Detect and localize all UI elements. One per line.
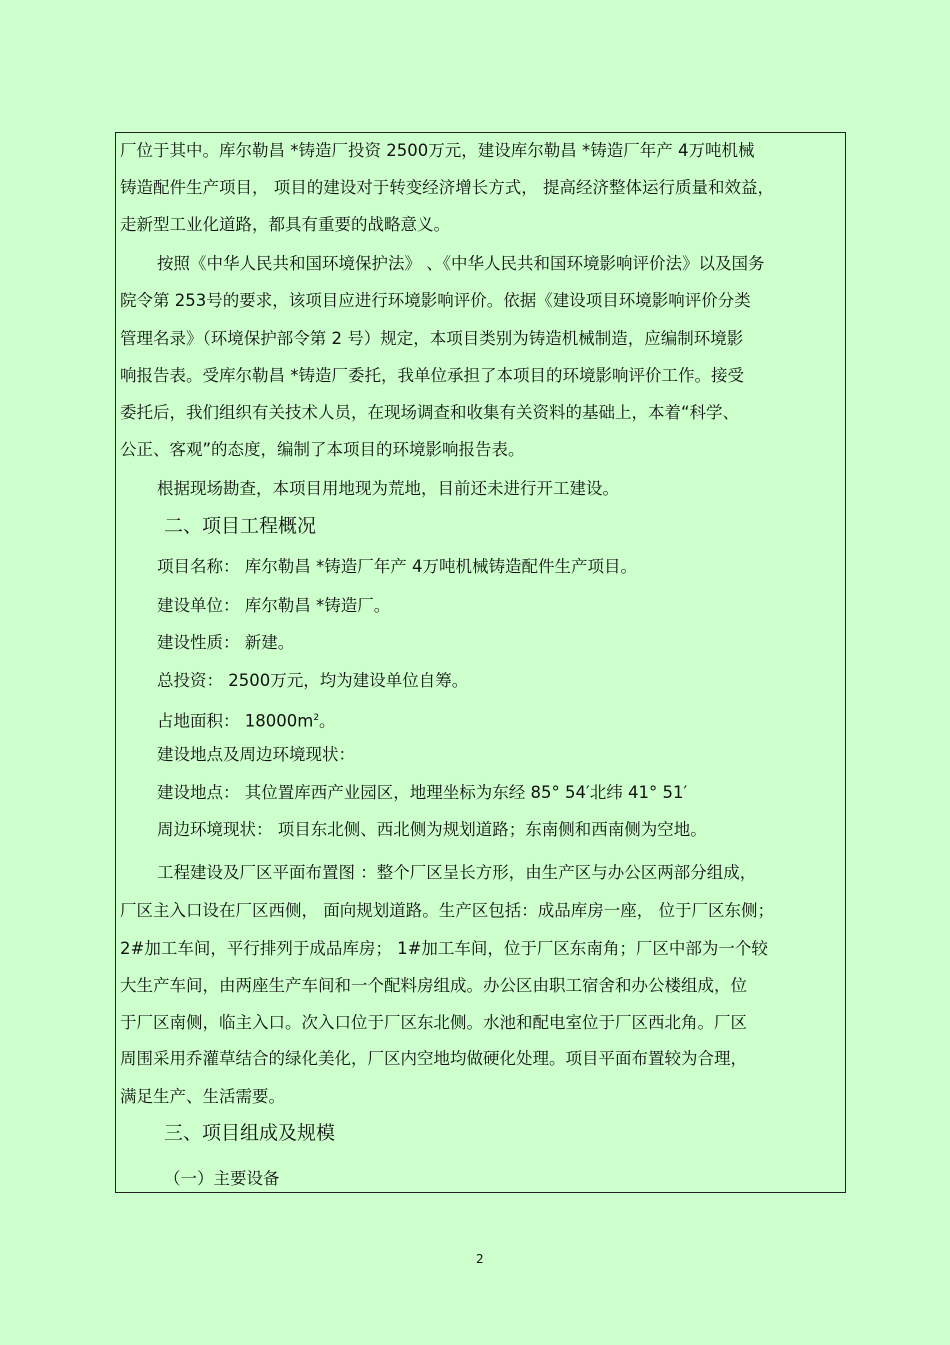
text-line: 根据现场勘查，本项目用地现为荒地，目前还未进行开工建设。	[157, 479, 619, 498]
text-line: 建设地点： 其位置库西产业园区，地理坐标为东经 85° 54′北纬 41° 51′	[157, 783, 688, 802]
text-line: 周边环境现状： 项目东北侧、西北侧为规划道路；东南侧和西南侧为空地。	[157, 820, 707, 839]
text-line: 管理名录》（环境保护部令第 2 号）规定，本项目类别为铸造机械制造，应编制环境影	[120, 329, 744, 348]
text-line: 2#加工车间，平行排列于成品库房； 1#加工车间，位于厂区东南角；厂区中部为一个较	[120, 939, 768, 958]
text-line: 按照《中华人民共和国环境保护法》 、《中华人民共和国环境影响评价法》以及国务	[157, 254, 765, 273]
section-heading: 三、项目组成及规模	[164, 1122, 336, 1144]
subsection-heading: （一）主要设备	[164, 1169, 280, 1188]
text-line	[157, 706, 336, 734]
text-line: 建设地点及周边环境现状：	[157, 745, 355, 764]
text-line: 大生产车间，由两座生产车间和一个配料房组成。办公区由职工宿舍和办公楼组成，位	[120, 976, 747, 995]
text-line: 委托后，我们组织有关技术人员，在现场调查和收集有关资料的基础上，本着“科学、	[120, 403, 740, 422]
text-line: 满足生产、生活需要。	[120, 1087, 285, 1106]
area-suffix: 。	[319, 711, 336, 731]
text-line: 建设性质： 新建。	[157, 633, 295, 652]
text-line: 响报告表。受库尔勒昌 *铸造厂委托，我单位承担了本项目的环境影响评价工作。接受	[120, 366, 744, 385]
text-line: 厂位于其中。库尔勒昌 *铸造厂投资 2500万元，建设库尔勒昌 *铸造厂年产 4万吨机械	[120, 141, 755, 160]
page-number: 2	[476, 1252, 484, 1266]
text-line: 铸造配件生产项目， 项目的建设对于转变经济增长方式， 提高经济整体运行质量和效益，	[120, 178, 774, 197]
text-line: 项目名称： 库尔勒昌 *铸造厂年产 4万吨机械铸造配件生产项目。	[157, 557, 637, 576]
text-line: 于厂区南侧，临主入口。次入口位于厂区东北侧。水池和配电室位于厂区西北角。厂区	[120, 1013, 747, 1032]
area-value: 占地面积： 18000m	[157, 711, 314, 731]
section-heading: 二、项目工程概况	[164, 515, 317, 537]
text-line: 走新型工业化道路，都具有重要的战略意义。	[120, 215, 450, 234]
text-line: 建设单位： 库尔勒昌 *铸造厂。	[157, 596, 391, 615]
text-line: 公正、客观”的态度，编制了本项目的环境影响报告表。	[120, 440, 525, 459]
area-superscript: 2	[313, 713, 320, 723]
text-line: 院令第 253号的要求，该项目应进行环境影响评价。依据《建设项目环境影响评价分类	[120, 291, 751, 310]
text-line: 周围采用乔灌草结合的绿化美化，厂区内空地均做硬化处理。项目平面布置较为合理，	[120, 1049, 747, 1068]
text-line: 厂区主入口设在厂区西侧， 面向规划道路。生产区包括：成品库房一座， 位于厂区东侧；	[120, 901, 774, 920]
text-line: 工程建设及厂区平面布置图 ：整个厂区呈长方形，由生产区与办公区两部分组成，	[157, 863, 757, 882]
text-line: 总投资： 2500万元，均为建设单位自筹。	[157, 671, 469, 690]
